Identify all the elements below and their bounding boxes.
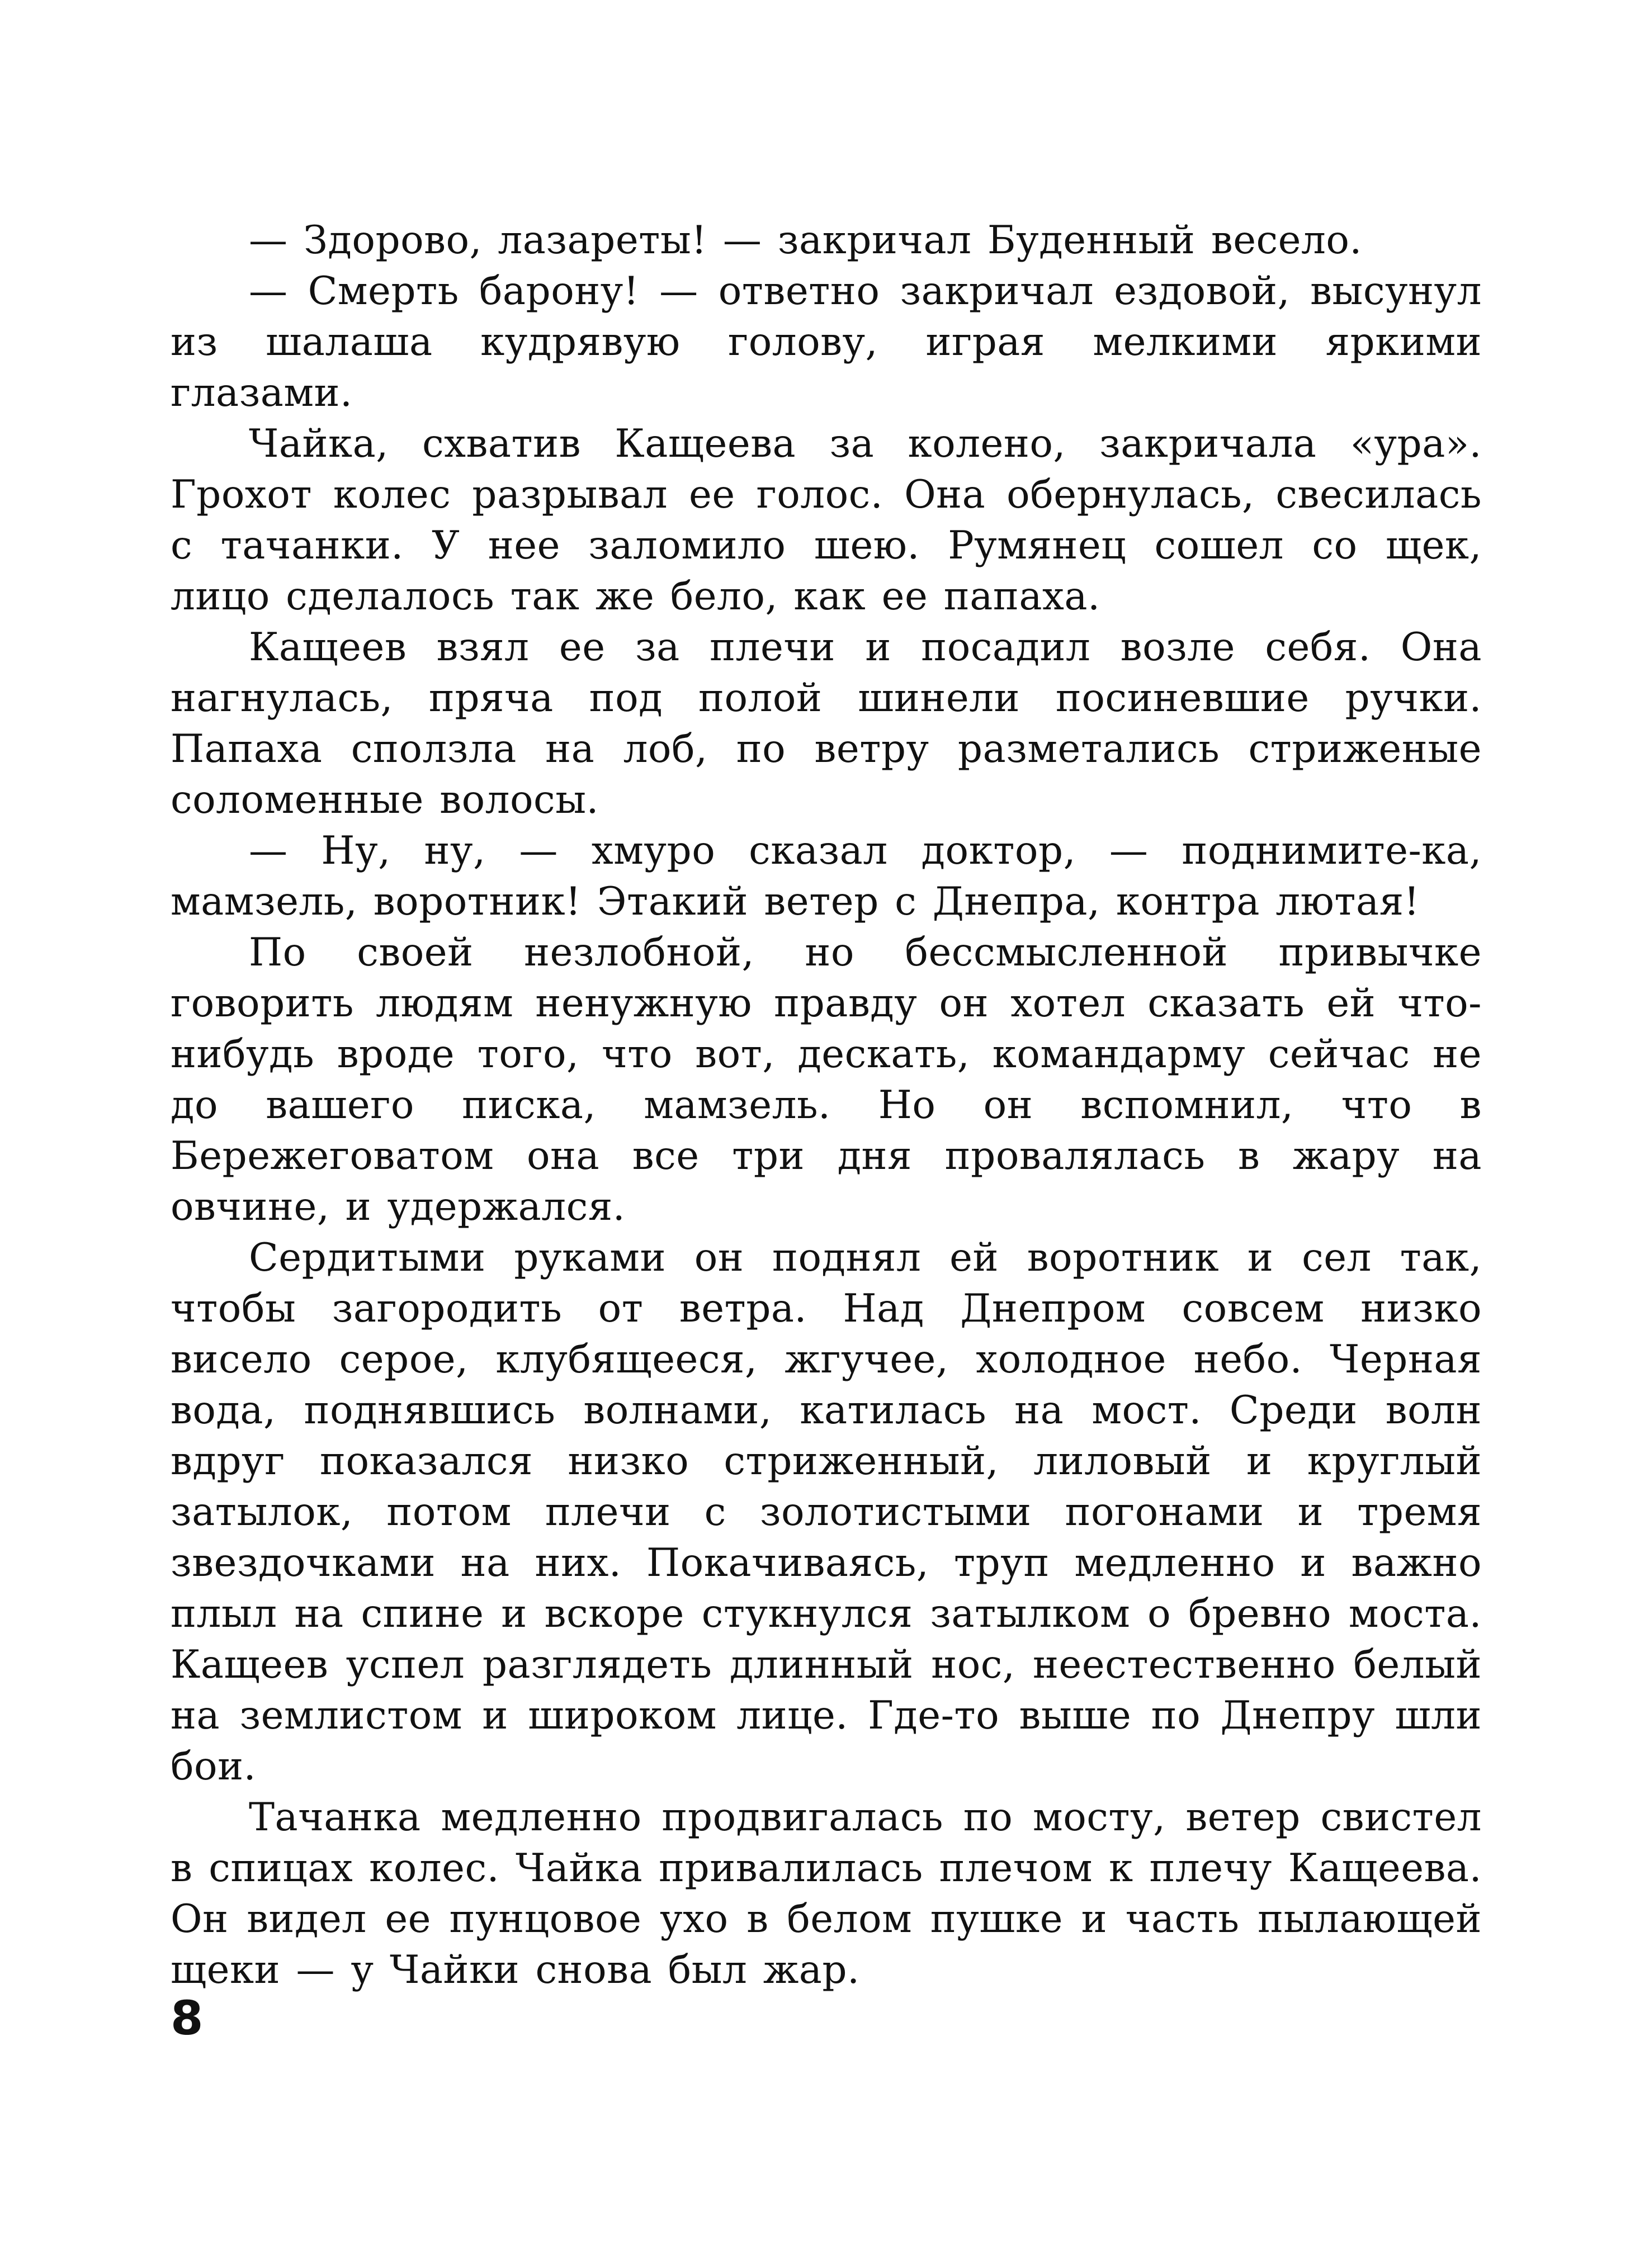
body-text [171, 215, 1482, 1996]
paragraph: Тачанка медленно продвигалась по мосту, ветер свистел в спицах колес. Чайка привалилась плечом к плечу Кащеева. Он видел ее пунцовое ухо в белом пушке и часть пылающей щеки — у Чайки снова был жар. [171, 1795, 1482, 1992]
paragraph: — Ну, ну, — хмуро сказал доктор, — поднимите-ка, мамзель, воротник! Этакий ветер с Днепра, контра лютая! [171, 828, 1482, 924]
page-number: 8 [171, 1991, 204, 2046]
paragraph: Чайка, схватив Кащеева за колено, закричала «ура». Грохот колес разрывал ее голос. Она обернулась, свесилась с тачанки. У нее заломило шею. Румянец сошел со щек, лицо сделалось так же бело, как ее папаха. [171, 422, 1482, 619]
paragraph: — Смерть барону! — ответно закричал ездовой, высунул из шалаша кудрявую голову, играя мелкими яркими глазами. [171, 269, 1482, 415]
paragraph: — Здорово, лазареты! — закричал Буденный весело. [249, 218, 1362, 263]
paragraph: Сердитыми руками он поднял ей воротник и сел так, чтобы загородить от ветра. Над Днепром совсем низко висело серое, клубящееся, жгучее, холодное небо. Черная вода, поднявшись волнами, катилась на мост. Среди волн вдруг показался низко стриженный, лиловый и круглый затылок, потом плечи с золотистыми погонами и тремя звездочками на них. Покачиваясь, труп медленно и важно плыл на спине и вскоре стукнулся затылком о бревно моста. Кащеев успел разглядеть длинный нос, неестественно белый на землистом и широком лице. Где-то выше по Днепру шли бои. [171, 1235, 1482, 1789]
paragraph: Кащеев взял ее за плечи и посадил возле себя. Она нагнулась, пряча под полой шинели посиневшие ручки. Папаха сползла на лоб, по ветру разметались стриженые соломенные волосы. [171, 625, 1482, 822]
paragraph: По своей незлобной, но бессмысленной привычке говорить людям ненужную правду он хотел сказать ей что-нибудь вроде того, что вот, дескать, командарму сейчас не до вашего писка, мамзель. Но он вспомнил, что в Бережеговатом она все три дня провалялась в жару на овчине, и удержался. [171, 930, 1482, 1229]
